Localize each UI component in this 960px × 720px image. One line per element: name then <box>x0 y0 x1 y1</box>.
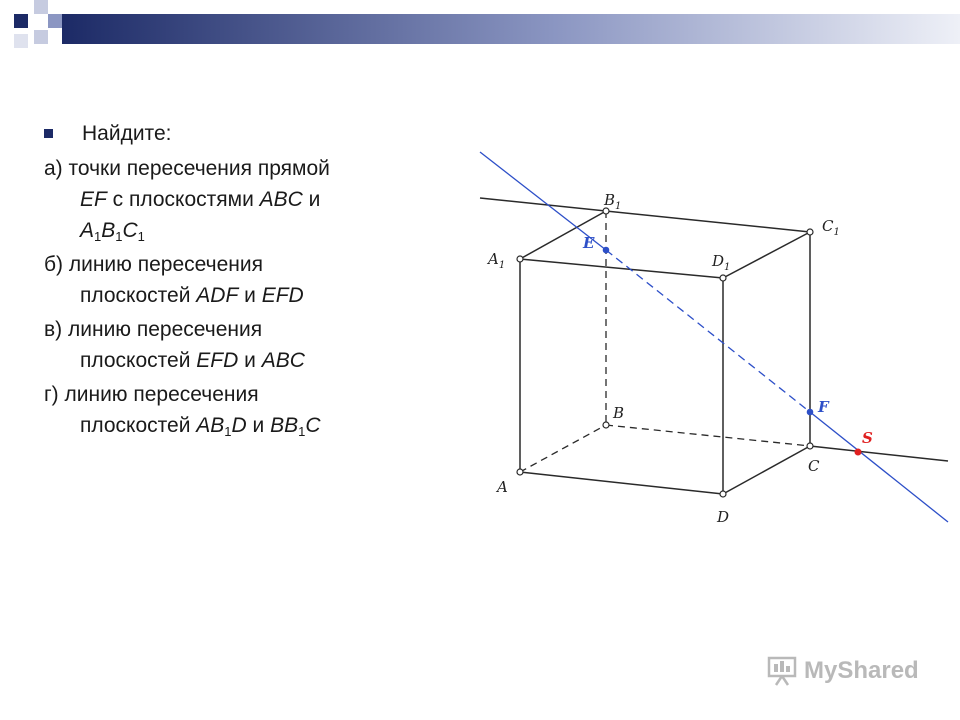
edge-d1-c1 <box>723 232 810 278</box>
header-gradient-bar <box>62 14 960 44</box>
edge-a-d <box>520 472 723 494</box>
vertex-d1 <box>720 275 726 281</box>
vertex-c1 <box>807 229 813 235</box>
label-f: F <box>818 398 829 416</box>
header-square-light <box>14 34 28 48</box>
vertex-a <box>517 469 523 475</box>
task-item-b: б) линию пересечения плоскостей ADF и EFD <box>44 253 304 307</box>
label-c: C <box>808 457 820 475</box>
myshared-logo: MyShared <box>766 656 919 686</box>
vertex-c <box>807 443 813 449</box>
label-d1: $D_1$ <box>712 252 731 273</box>
task-heading: Найдите: <box>44 118 444 149</box>
line-through-b1-c1 <box>480 198 810 232</box>
vertex-a1 <box>517 256 523 262</box>
label-b: B <box>613 404 625 422</box>
line-ef-visible <box>810 412 948 522</box>
hidden-edge-b-c <box>606 425 810 446</box>
bullet-icon <box>44 129 53 138</box>
label-d: D <box>717 508 730 526</box>
label-a: A <box>497 478 508 496</box>
label-b1: $B_1$ <box>604 191 622 212</box>
edge-d-c <box>723 446 810 494</box>
label-s: S <box>862 429 873 447</box>
cube-diagram <box>470 140 960 545</box>
task-item-d: г) линию пересечения плоскостей $AB_1D$ и $BB_1C$ <box>44 383 321 439</box>
header-square-light <box>34 30 48 44</box>
task-text <box>44 118 444 441</box>
task-item-c: в) линию пересечения плоскостей EFD и ABC <box>44 318 305 372</box>
point-e <box>603 247 610 254</box>
presentation-board-icon <box>766 656 798 686</box>
line-through-c-s <box>810 446 948 461</box>
point-f <box>807 409 814 416</box>
vertex-b <box>603 422 609 428</box>
point-s <box>855 449 862 456</box>
task-item-a: а) точки пересечения прямой EF с плоскостями ABC и $A_1B_1C_1$ <box>44 157 330 244</box>
header-square-mid <box>48 14 62 28</box>
header-square-dark <box>14 14 28 28</box>
label-e: E <box>583 234 595 252</box>
label-c1: $C_1$ <box>822 217 840 238</box>
header-decoration <box>0 0 960 60</box>
line-ef-hidden <box>606 250 810 412</box>
vertex-d <box>720 491 726 497</box>
header-square-light <box>34 0 48 14</box>
label-a1: $A_1$ <box>488 250 506 271</box>
hidden-edge-a-b <box>520 425 606 472</box>
